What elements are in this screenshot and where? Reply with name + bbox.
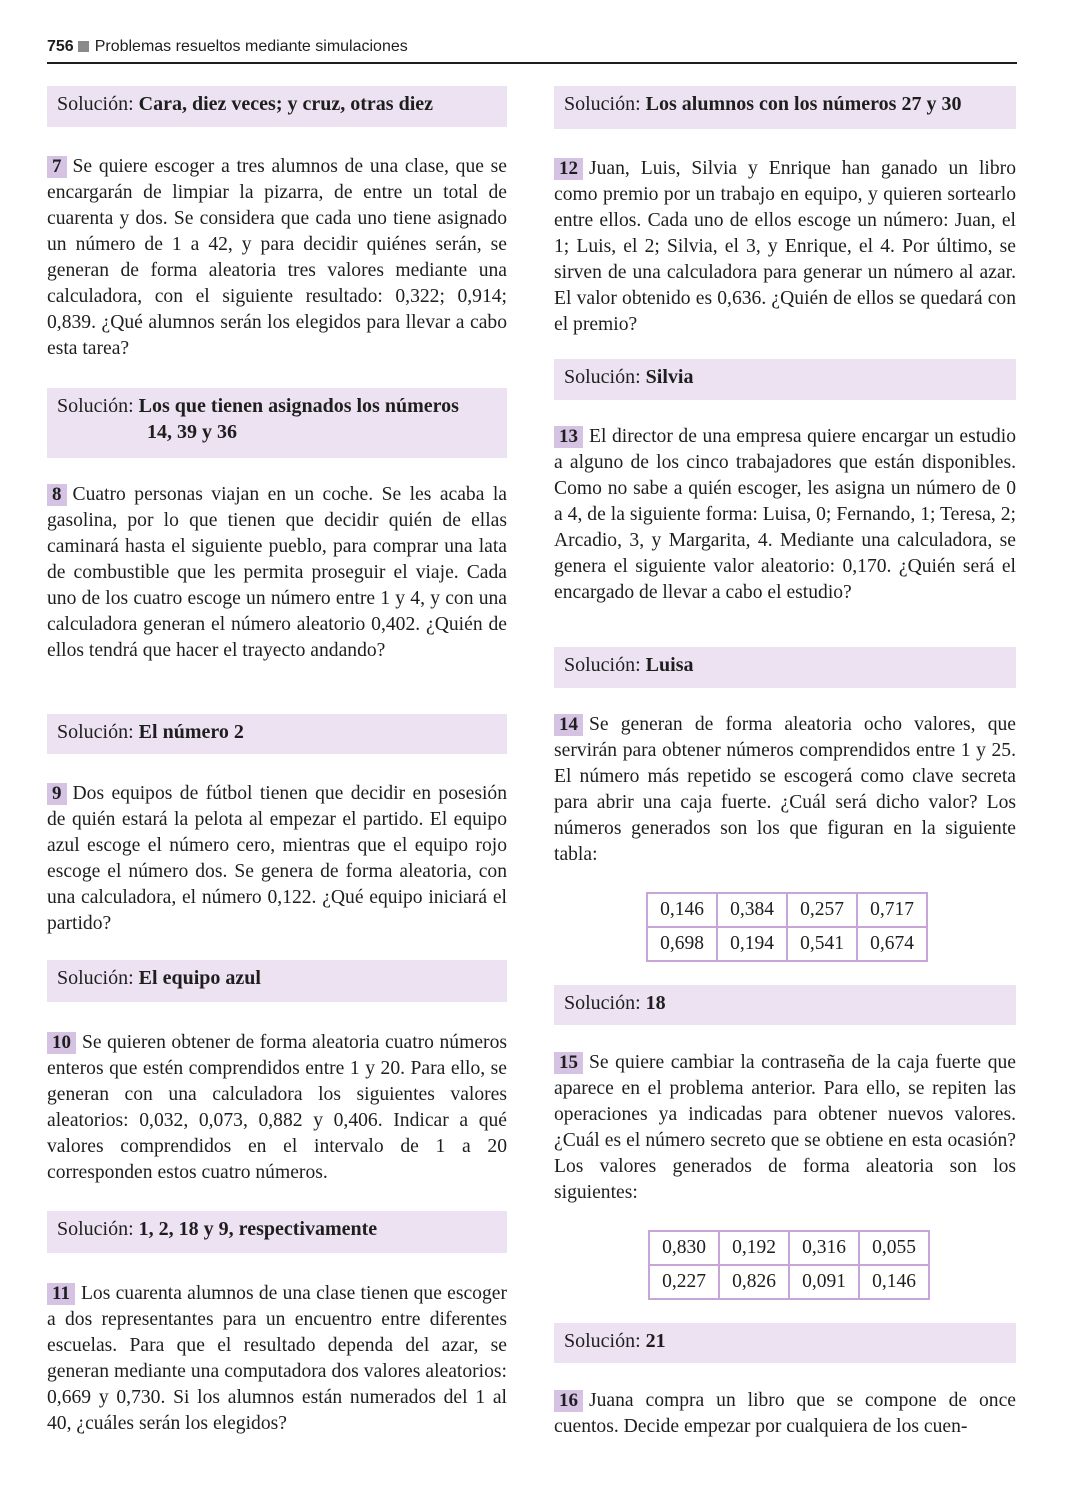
solution-answer: Los alumnos con los números 27 y 30 xyxy=(645,93,962,115)
table-cell: 0,091 xyxy=(789,1265,859,1299)
solution-box xyxy=(47,388,507,458)
solution-label: Solución: xyxy=(57,967,134,989)
solution-answer-cont: 14, 39 y 36 xyxy=(147,421,237,443)
problem-9 xyxy=(47,781,507,937)
table-cell: 0,055 xyxy=(859,1231,929,1265)
problem-14 xyxy=(554,712,1016,868)
table-cell: 0,227 xyxy=(649,1265,719,1299)
table-cell: 0,830 xyxy=(649,1231,719,1265)
solution-label: Solución: xyxy=(564,1330,641,1352)
solution-answer: 21 xyxy=(645,1330,666,1352)
square-bullet-icon xyxy=(78,41,89,52)
table-cell: 0,257 xyxy=(787,893,857,927)
table-cell: 0,541 xyxy=(787,927,857,961)
table-row xyxy=(647,927,927,961)
problem-text: Juan, Luis, Silvia y Enrique han ganado un libro como premio por un trabajo en equipo, y quieren sortearlo entre ellos. Cada uno de ellos escoge un número: Juan, el 1; Luis, el 2; Silvia, el 3, y Enrique, el 4. Por último, se sirven de una calculadora para generar un número al azar. El valor obtenido es 0,636. ¿Quién de ellos se quedará con el premio? xyxy=(554,158,1016,335)
solution-label: Solución: xyxy=(57,93,134,115)
problem-7 xyxy=(47,154,507,362)
solution-answer: 18 xyxy=(645,992,666,1014)
problem-11 xyxy=(47,1281,507,1437)
solution-label: Solución: xyxy=(564,93,641,115)
problem-number: 14 xyxy=(554,714,583,736)
solution-box xyxy=(47,714,507,754)
table-cell: 0,698 xyxy=(647,927,717,961)
page-header xyxy=(47,36,1017,64)
solution-label: Solución: xyxy=(564,992,641,1014)
solution-box xyxy=(554,86,1016,129)
solution-label: Solución: xyxy=(564,366,641,388)
problem-16 xyxy=(554,1388,1016,1440)
problem-number: 13 xyxy=(554,426,583,448)
solution-answer: El número 2 xyxy=(138,721,244,743)
solution-answer: Silvia xyxy=(645,366,694,388)
solution-label: Solución: xyxy=(57,1218,134,1240)
problem-10 xyxy=(47,1030,507,1186)
problem-12 xyxy=(554,156,1016,338)
problem-text: Los cuarenta alumnos de una clase tienen que escoger a dos representantes para un encuentro entre diferentes escuelas. Para que el resultado dependa del azar, se generan mediante una computadora dos valores aleatorios: 0,669 y 0,730. Si los alumnos están numerados del 1 al 40, ¿cuáles serán los elegidos? xyxy=(47,1283,507,1434)
table-row xyxy=(649,1265,929,1299)
solution-box xyxy=(554,359,1016,400)
problem-8 xyxy=(47,482,507,664)
problem-text: Se quiere cambiar la contraseña de la caja fuerte que aparece en el problema anterior. Para ello, se repiten las operaciones ya indicadas para obtener nuevos valores. ¿Cuál es el número secreto que se obtiene en esta ocasión? Los valores generados de forma aleatoria son los siguientes: xyxy=(554,1052,1016,1203)
problem-number: 9 xyxy=(47,783,67,805)
problem-text: Dos equipos de fútbol tienen que decidir en posesión de quién estará la pelota al empezar el partido. El equipo azul escoge el número cero, mientras que el equipo rojo escoge el número dos. Se genera de forma aleatoria, con una calculadora, el número 0,122. ¿Qué equipo iniciará el partido? xyxy=(47,783,507,934)
solution-label: Solución: xyxy=(57,395,134,417)
problem-number: 12 xyxy=(554,158,583,180)
table-cell: 0,674 xyxy=(857,927,927,961)
solution-box xyxy=(47,86,507,127)
table-cell: 0,146 xyxy=(859,1265,929,1299)
problem-text: Se generan de forma aleatoria ocho valores, que servirán para obtener números comprendidos entre 1 y 25. El número más repetido se escogerá como clave secreta para abrir una caja fuerte. ¿Cuál será dicho valor? Los números generados son los que figuran en la siguiente tabla: xyxy=(554,714,1016,865)
values-table-15 xyxy=(648,1230,930,1300)
solution-answer: 1, 2, 18 y 9, respectivamente xyxy=(138,1218,378,1240)
problem-text: Se quieren obtener de forma aleatoria cuatro números enteros que estén comprendidos entre 1 y 20. Para ello, se generan con una calculadora los siguientes valores aleatorios: 0,032, 0,073, 0,882 y 0,406. Indicar a qué valores comprendidos en el intervalo de 1 a 20 corresponden estos cuatro números. xyxy=(47,1032,507,1183)
table-row xyxy=(649,1231,929,1265)
table-cell: 0,717 xyxy=(857,893,927,927)
problem-number: 7 xyxy=(47,156,67,178)
solution-box xyxy=(554,647,1016,688)
table-cell: 0,192 xyxy=(719,1231,789,1265)
table-row xyxy=(647,893,927,927)
table-cell: 0,146 xyxy=(647,893,717,927)
problem-13 xyxy=(554,424,1016,606)
chapter-title: Problemas resueltos mediante simulaciones xyxy=(94,38,408,55)
solution-box xyxy=(47,960,507,1002)
solution-box xyxy=(554,1323,1016,1363)
table-cell: 0,194 xyxy=(717,927,787,961)
solution-box xyxy=(47,1211,507,1253)
table-cell: 0,826 xyxy=(719,1265,789,1299)
page-number: 756 xyxy=(47,38,74,55)
table-cell: 0,316 xyxy=(789,1231,859,1265)
problem-number: 11 xyxy=(47,1283,75,1305)
solution-answer: El equipo azul xyxy=(138,967,261,989)
problem-text: Se quiere escoger a tres alumnos de una clase, que se encargarán de limpiar la pizarra, de entre un total de cuarenta y dos. Se considera que cada uno tiene asignado un número de 1 a 42, y para decidir quiénes serán, se generan de forma aleatoria tres valores mediante una calculadora, con el siguiente resultado: 0,322; 0,914; 0,839. ¿Qué alumnos serán los elegidos para llevar a cabo esta tarea? xyxy=(47,156,507,359)
problem-number: 10 xyxy=(47,1032,76,1054)
solution-label: Solución: xyxy=(564,654,641,676)
problem-text: Cuatro personas viajan en un coche. Se les acaba la gasolina, por lo que tienen que decidir quién de ellas caminará hasta el siguiente pueblo, para comprar una lata de combustible que les permita proseguir el viaje. Cada uno de los cuatro escoge un número entre 1 y 4, y con una calculadora generan el número aleatorio 0,402. ¿Quién de ellos tendrá que hacer el trayecto andando? xyxy=(47,484,507,661)
problem-number: 15 xyxy=(554,1052,583,1074)
solution-label: Solución: xyxy=(57,721,134,743)
solution-answer: Luisa xyxy=(645,654,694,676)
solution-box xyxy=(554,985,1016,1025)
solution-answer: Cara, diez veces; y cruz, otras diez xyxy=(138,93,434,115)
solution-answer: Los que tienen asignados los números xyxy=(138,395,459,417)
problem-text: Juana compra un libro que se compone de once cuentos. Decide empezar por cualquiera de los cuen- xyxy=(554,1390,1016,1437)
problem-15 xyxy=(554,1050,1016,1206)
problem-number: 16 xyxy=(554,1390,583,1412)
problem-text: El director de una empresa quiere encargar un estudio a alguno de los cinco trabajadores que están disponibles. Como no sabe a quién escoger, les asigna un número de 0 a 4, de la siguiente forma: Luisa, 0; Fernando, 1; Teresa, 2; Arcadio, 3, y Margarita, 4. Mediante una calculadora, se genera el siguiente valor aleatorio: 0,170. ¿Quién será el encargado de llevar a cabo el estudio? xyxy=(554,426,1016,603)
table-cell: 0,384 xyxy=(717,893,787,927)
problem-number: 8 xyxy=(47,484,67,506)
values-table-14 xyxy=(646,892,928,962)
